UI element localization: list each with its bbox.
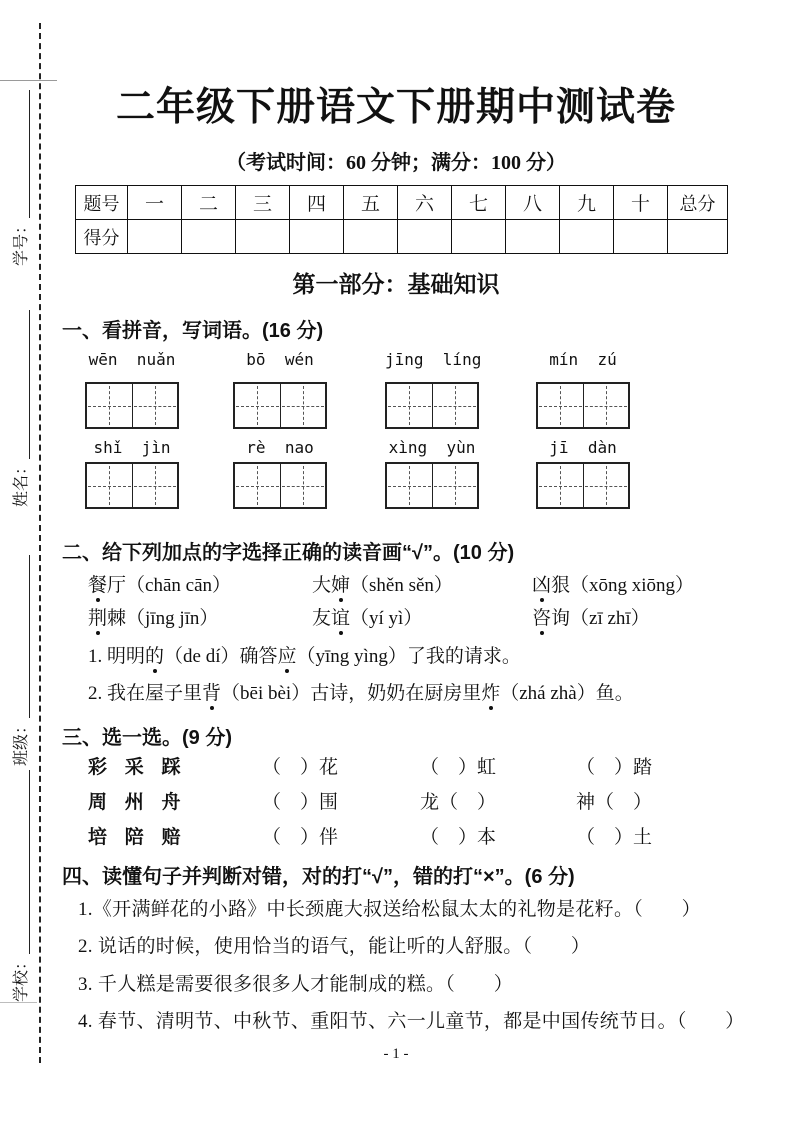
- pinyin-label: wēn nuǎn: [88, 350, 176, 369]
- judgment-sentence: 4. 春节、清明节、中秋节、重阳节、六一儿童节，都是中国传统节日。（ ）: [78, 1011, 745, 1032]
- pinyin-label: mín zú: [549, 350, 617, 369]
- word-part: 厅（chān cān）: [107, 575, 231, 596]
- question-number-label: 题号: [76, 186, 128, 220]
- writing-cell: [432, 384, 478, 427]
- pronunciation-choice: [532, 603, 650, 630]
- dotted-character: 炸: [481, 678, 500, 705]
- writing-cell: [132, 384, 178, 427]
- q3-row: [60, 752, 720, 780]
- score-cell: [560, 220, 614, 254]
- student-id-blank-line: [29, 90, 30, 218]
- dotted-character: 餐: [88, 570, 107, 597]
- writing-cell: [87, 384, 132, 427]
- writing-cell: [87, 464, 132, 507]
- writing-cell: [387, 464, 432, 507]
- writing-cell: [280, 464, 326, 507]
- col-header: 六: [398, 186, 452, 220]
- score-cell: [506, 220, 560, 254]
- fill-blank-item: （ ）伴: [262, 827, 339, 848]
- exam-info-subtitle: （考试时间：60 分钟；满分：100 分）: [226, 152, 566, 174]
- section-header: 第一部分：基础知识: [292, 271, 500, 297]
- writing-grid: [385, 382, 479, 429]
- total-score-header: 总分: [668, 186, 728, 220]
- fill-blank-item: （ ）虹: [420, 757, 497, 778]
- writing-grid: [536, 462, 630, 509]
- q4-heading: 四、读懂句子并判断对错，对的打“√”，错的打“×”。(6 分): [62, 866, 575, 888]
- q3-row: [60, 822, 720, 850]
- fill-blank-item: （ ）本: [420, 827, 497, 848]
- student-name-field: [10, 310, 34, 507]
- pinyin-label: rè nao: [246, 438, 314, 457]
- score-cell: [182, 220, 236, 254]
- score-cell: [290, 220, 344, 254]
- student-name-label: 姓名：: [13, 458, 30, 507]
- word-part: （yí yì）: [350, 608, 423, 629]
- pronunciation-choice: [88, 603, 218, 630]
- character-options: 彩 采 踩: [88, 757, 181, 778]
- class-label: 班级：: [13, 717, 30, 766]
- fold-mark-bottom: [0, 1002, 37, 1003]
- writing-cell: [432, 464, 478, 507]
- writing-cell: [583, 384, 629, 427]
- judgment-sentence: 2. 说话的时候，使用恰当的语气，能让听的人舒服。（ ）: [78, 936, 591, 957]
- col-header: 七: [452, 186, 506, 220]
- writing-grid: [233, 382, 327, 429]
- score-cell: [398, 220, 452, 254]
- content-area: [60, 0, 745, 1121]
- dotted-character: 婶: [331, 570, 350, 597]
- col-header: 八: [506, 186, 560, 220]
- pronunciation-choice: [312, 603, 422, 630]
- dotted-character: 凶: [532, 570, 551, 597]
- writing-cell: [235, 384, 280, 427]
- word-part: 友: [312, 608, 332, 629]
- fill-blank-item: （ ）土: [576, 827, 653, 848]
- sentence-part: （yīng yìng）了我的请求。: [296, 646, 521, 667]
- word-part: 询（zī zhī）: [551, 608, 650, 629]
- character-options: 培 陪 赔: [88, 827, 181, 848]
- col-header: 九: [560, 186, 614, 220]
- fold-mark-top: [0, 80, 57, 81]
- writing-cell: [132, 464, 178, 507]
- score-table-header-row: [76, 186, 728, 220]
- class-field: [10, 555, 34, 766]
- page-title: 二年级下册语文下册期中测试卷: [115, 86, 676, 129]
- writing-cell: [280, 384, 326, 427]
- score-label: 得分: [76, 220, 128, 254]
- writing-grid: [536, 382, 630, 429]
- school-field: [10, 770, 34, 1002]
- q3-row: [60, 787, 720, 815]
- score-cell: [344, 220, 398, 254]
- pinyin-label: bō wén: [246, 350, 314, 369]
- col-header: 二: [182, 186, 236, 220]
- word-part: 棘（jīng jīn）: [107, 608, 219, 629]
- pinyin-label: jī dàn: [549, 438, 617, 457]
- writing-cell: [235, 464, 280, 507]
- col-header: 四: [290, 186, 344, 220]
- score-cell: [614, 220, 668, 254]
- q2-sentence: [88, 641, 718, 668]
- score-table: [75, 185, 728, 254]
- col-header: 三: [236, 186, 290, 220]
- word-part: （shěn sěn）: [350, 575, 453, 596]
- school-blank-line: [29, 770, 30, 954]
- score-cell: [452, 220, 506, 254]
- col-header: 十: [614, 186, 668, 220]
- writing-grid: [85, 462, 179, 509]
- pronunciation-choice: [88, 570, 231, 597]
- fill-blank-item: 神（ ）: [576, 792, 653, 813]
- sentence-part: 1. 明明: [88, 646, 146, 667]
- student-name-blank-line: [29, 310, 30, 459]
- writing-grid: [233, 462, 327, 509]
- col-header: 一: [128, 186, 182, 220]
- pronunciation-choice: [312, 570, 453, 597]
- writing-cell: [538, 464, 583, 507]
- fill-blank-item: 龙（ ）: [420, 792, 497, 813]
- pronunciation-choice: [532, 570, 694, 597]
- dotted-character: 咨: [532, 603, 551, 630]
- score-cell: [128, 220, 182, 254]
- character-options: 周 州 舟: [88, 792, 181, 813]
- word-part: 大: [312, 575, 332, 596]
- word-part: 狠（xōng xiōng）: [551, 575, 695, 596]
- dotted-character: 荆: [88, 603, 107, 630]
- judgment-sentence: 3. 千人糕是需要很多很多人才能制成的糕。（ ）: [78, 974, 514, 995]
- judgment-sentence: 1.《开满鲜花的小路》中长颈鹿大叔送给松鼠太太的礼物是花籽。（ ）: [78, 899, 701, 920]
- col-header: 五: [344, 186, 398, 220]
- seal-cut-dashed-line: [39, 23, 41, 1063]
- writing-cell: [538, 384, 583, 427]
- dotted-character: 背: [202, 678, 221, 705]
- q1-heading: 一、看拼音，写词语。(16 分): [62, 320, 324, 342]
- sentence-part: （de dí）确答: [164, 646, 278, 667]
- dotted-character: 谊: [331, 603, 350, 630]
- writing-grid: [85, 382, 179, 429]
- writing-cell: [387, 384, 432, 427]
- writing-cell: [583, 464, 629, 507]
- score-cell: [668, 220, 728, 254]
- pinyin-label: xìng yùn: [388, 438, 476, 457]
- q3-heading: 三、选一选。(9 分): [62, 727, 232, 749]
- pinyin-label: shǐ jìn: [93, 438, 171, 457]
- fill-blank-item: （ ）围: [262, 792, 339, 813]
- score-table-score-row: [76, 220, 728, 254]
- class-blank-line: [29, 555, 30, 718]
- sentence-part: （bēi bèi）古诗，奶奶在厨房里: [221, 683, 482, 704]
- student-id-label: 学号：: [13, 217, 30, 266]
- pinyin-label: jīng líng: [385, 350, 482, 369]
- score-cell: [236, 220, 290, 254]
- fill-blank-item: （ ）花: [262, 757, 339, 778]
- dotted-character: 应: [278, 641, 297, 668]
- page-number: - 1 -: [383, 1046, 409, 1062]
- school-label: 学校：: [13, 953, 30, 1002]
- q2-sentence: [88, 678, 718, 705]
- sentence-part: 2. 我在屋子里: [88, 683, 203, 704]
- q2-heading: 二、给下列加点的字选择正确的读音画“√”。(10 分): [62, 542, 515, 564]
- fill-blank-item: （ ）踏: [576, 757, 653, 778]
- student-id-field: [10, 90, 34, 266]
- sentence-part: （zhá zhà）鱼。: [500, 683, 634, 704]
- dotted-character: 的: [145, 641, 164, 668]
- writing-grid: [385, 462, 479, 509]
